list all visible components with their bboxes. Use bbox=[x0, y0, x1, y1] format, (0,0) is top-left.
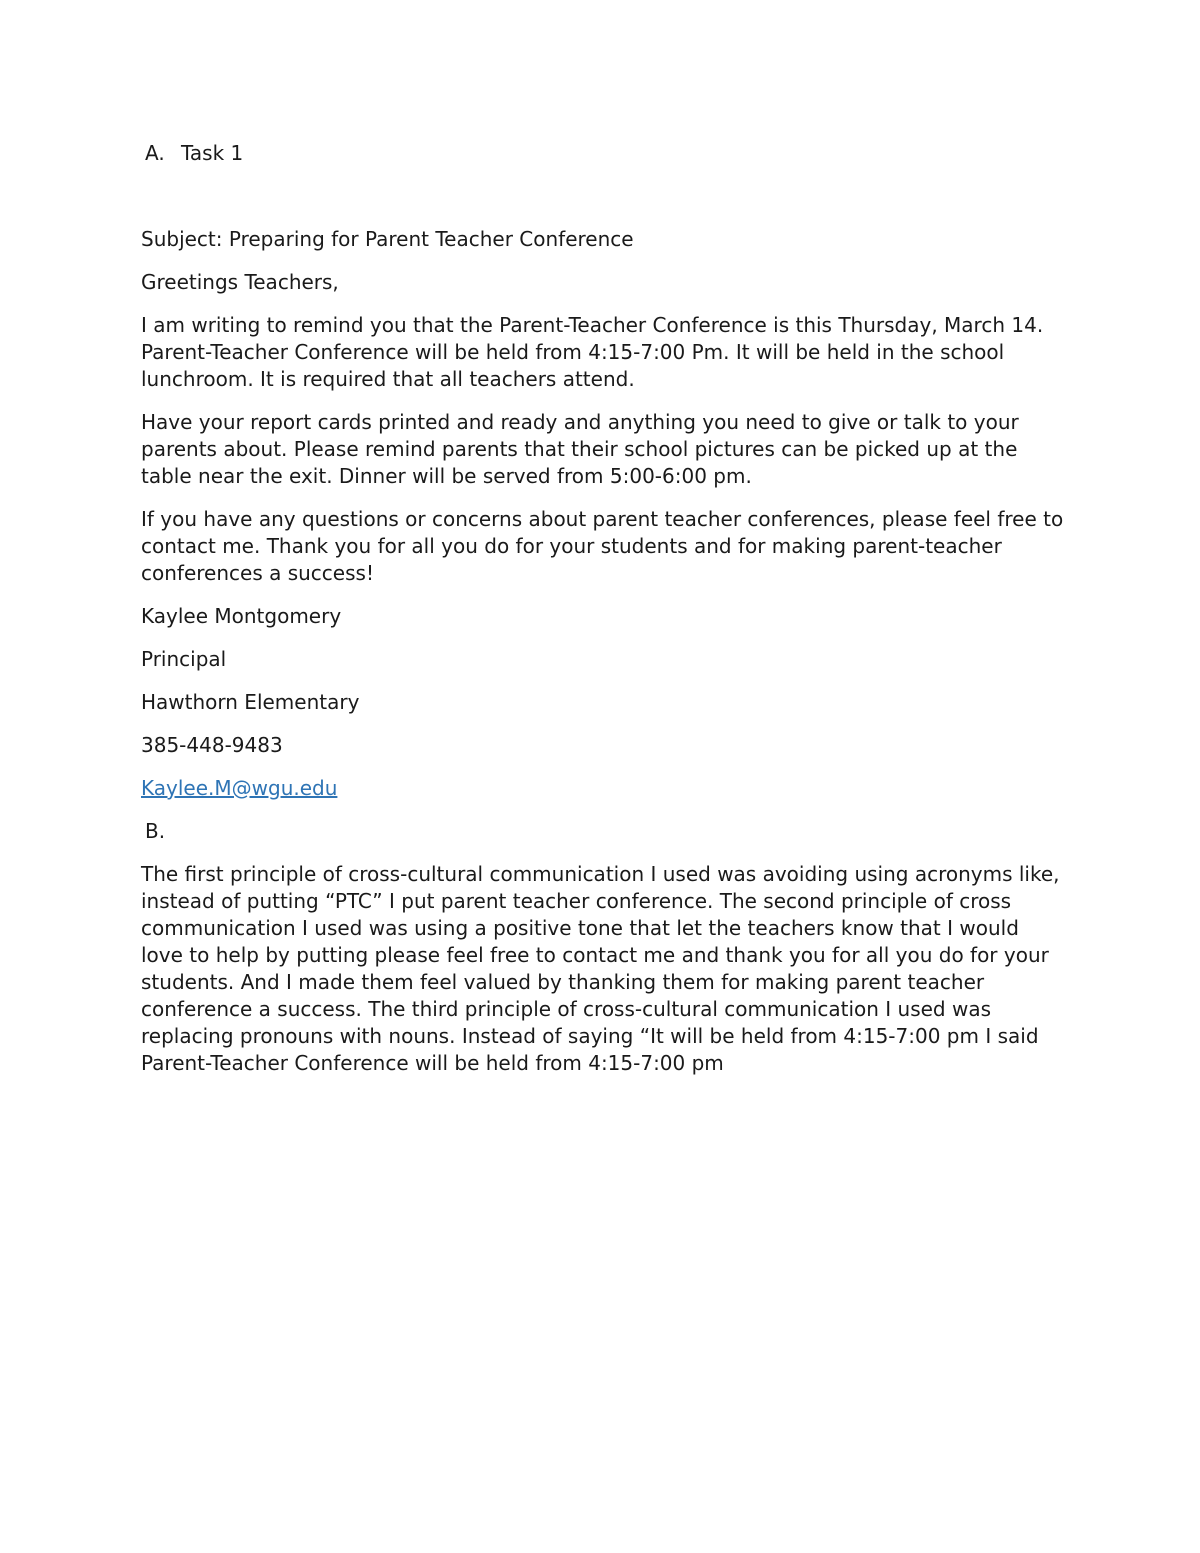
section-a-title: Task 1 bbox=[181, 141, 244, 165]
section-a-marker: A. bbox=[145, 141, 165, 165]
section-a-heading bbox=[145, 140, 1066, 167]
email-subject: Subject: Preparing for Parent Teacher Conference bbox=[141, 227, 634, 251]
email-paragraph-1: I am writing to remind you that the Parent-Teacher Conference is this Thursday, March 14. Parent-Teacher Conference will be held from 4:15-7:00 Pm. It will be held in the school lunchroom. It is required that all teachers attend. bbox=[141, 313, 1044, 391]
section-b-marker: B. bbox=[145, 819, 166, 843]
signature-email-line bbox=[141, 775, 1066, 802]
email-paragraph-3: If you have any questions or concerns about parent teacher conferences, please feel free to contact me. Thank you for all you do for your students and for making parent-teacher conferences a success! bbox=[141, 507, 1064, 585]
email-greeting: Greetings Teachers, bbox=[141, 270, 339, 294]
signature-school: Hawthorn Elementary bbox=[141, 690, 360, 714]
signature-name: Kaylee Montgomery bbox=[141, 604, 342, 628]
signature-phone: 385-448-9483 bbox=[141, 733, 283, 757]
section-b-paragraph: The first principle of cross-cultural communication I used was avoiding using acronyms like, instead of putting “PTC” I put parent teacher conference. The second principle of cross communication I used was using a positive tone that let the teachers know that I would love to help by putting please feel free to contact me and thank you for all you do for your students. And I made them feel valued by thanking them for making parent teacher conference a success. The third principle of cross-cultural communication I used was replacing pronouns with nouns. Instead of saying “It will be held from 4:15-7:00 pm I said Parent-Teacher Conference will be held from 4:15-7:00 pm bbox=[141, 862, 1060, 1075]
document-body bbox=[141, 140, 1066, 1077]
signature-role: Principal bbox=[141, 647, 227, 671]
email-paragraph-2: Have your report cards printed and ready and anything you need to give or talk to your parents about. Please remind parents that their school pictures can be picked up at the table near the exit. Dinner will be served from 5:00-6:00 pm. bbox=[141, 410, 1019, 488]
signature-email-link[interactable]: Kaylee.M@wgu.edu bbox=[141, 776, 338, 800]
